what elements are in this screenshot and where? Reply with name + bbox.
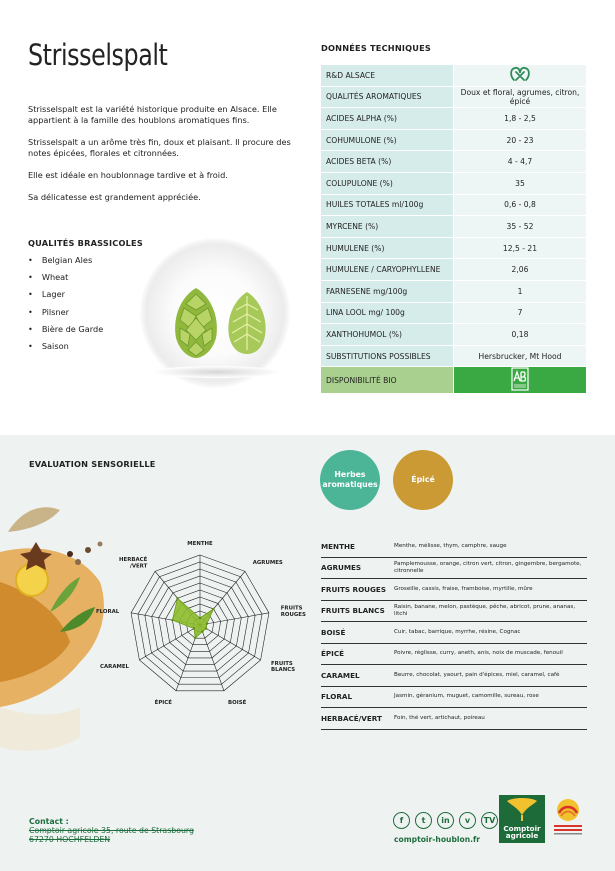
tech-key: SUBSTITUTIONS POSSIBLES xyxy=(321,345,454,367)
logo-line: agricole xyxy=(505,831,539,840)
tech-value: 4 - 4,7 xyxy=(454,151,587,173)
list-item: • Pilsner xyxy=(28,307,103,324)
table-row xyxy=(321,622,587,644)
radar-label: FRUITS ROUGES xyxy=(280,605,306,618)
radar-point xyxy=(171,619,173,621)
table-row xyxy=(321,194,586,216)
list-item: • Bière de Garde xyxy=(28,324,103,341)
table-row xyxy=(321,579,587,601)
ab-bio-logo-icon xyxy=(511,367,529,391)
tech-title: DONNÉES TECHNIQUES xyxy=(321,43,432,53)
facebook-icon[interactable]: f xyxy=(393,812,410,829)
tech-key: LINA LOOL mg/ 100g xyxy=(321,302,454,324)
sensory-key: HERBACÉ/VERT xyxy=(321,708,394,730)
tech-value: 20 - 23 xyxy=(454,129,587,151)
comptoir-agricole-logo xyxy=(499,795,545,843)
hop-leaf-icon xyxy=(499,795,545,823)
sensorielle-title: EVALUATION SENSORIELLE xyxy=(29,459,156,469)
sensory-value: Cuir, tabac, barrique, myrrhe, résine, Cognac xyxy=(394,622,587,644)
contact-block xyxy=(29,817,194,844)
social-links xyxy=(393,812,498,829)
radar-series-area xyxy=(172,598,213,638)
intro-paragraph: Elle est idéale en houblonnage tardive et à froid. xyxy=(28,170,228,180)
region-logo-icon xyxy=(551,797,585,843)
table-row xyxy=(321,708,587,730)
tech-key: COHUMULONE (%) xyxy=(321,129,454,151)
table-row xyxy=(321,324,586,346)
tech-key: QUALITÉS AROMATIQUES xyxy=(321,86,454,108)
qualites-title: QUALITÉS BRASSICOLES xyxy=(28,238,143,248)
badge-herbes: Herbes aromatiques xyxy=(320,450,380,510)
sensory-key: MENTHE xyxy=(321,536,394,557)
tech-key: FARNESENE mg/100g xyxy=(321,280,454,302)
contact-city: 67270 HOCHFELDEN xyxy=(29,835,111,844)
twitter-icon[interactable]: t xyxy=(415,812,432,829)
sensory-value: Menthe, mélisse, thym, camphre, sauge xyxy=(394,536,587,557)
sensory-value: Foin, thé vert, artichaut, poireau xyxy=(394,708,587,730)
linkedin-icon[interactable]: in xyxy=(437,812,454,829)
tech-value: 1 xyxy=(454,280,587,302)
top-section xyxy=(0,0,615,435)
radar-label: CARAMEL xyxy=(100,664,129,670)
sensory-key: FRUITS ROUGES xyxy=(321,579,394,601)
sensory-value: Groseille, cassis, fraise, framboise, myrtille, mûre xyxy=(394,579,587,601)
contact-address: Comptoir agricole 35, route de Strasbourg xyxy=(29,826,194,835)
tech-key: ACIDES ALPHA (%) xyxy=(321,108,454,130)
hop-cone-cut-icon xyxy=(224,290,270,356)
website-link[interactable]: comptoir-houblon.fr xyxy=(394,835,481,844)
intro-text xyxy=(28,104,298,214)
table-row xyxy=(321,86,586,108)
tech-value: 0,18 xyxy=(454,324,587,346)
list-item: • Lager xyxy=(28,289,103,306)
tech-key: XANTHOHUMOL (%) xyxy=(321,324,454,346)
table-row xyxy=(321,259,586,281)
sensory-value: Beurre, chocolat, yaourt, pain d'épices, miel, caramel, café xyxy=(394,665,587,687)
spices-illustration xyxy=(0,492,110,772)
tech-key: DISPONIBILITÉ BIO xyxy=(321,367,454,394)
radar-point xyxy=(193,627,195,629)
sensory-key: FRUITS BLANCS xyxy=(321,600,394,622)
table-row xyxy=(321,345,586,367)
badge-epice: Épicé xyxy=(393,450,453,510)
intro-paragraph: Strisselspalt est la variété historique produite en Alsace. Elle appartient à la famille des houblons aromatiques fins. xyxy=(28,104,277,125)
table-row xyxy=(321,216,586,238)
sensory-key: CARAMEL xyxy=(321,665,394,687)
tech-value: Hersbrucker, Mt Hood xyxy=(454,345,587,367)
radar-label: BOISÉ xyxy=(228,700,247,707)
tech-value xyxy=(454,65,587,86)
tech-key: ACIDES BETA (%) xyxy=(321,151,454,173)
table-row xyxy=(321,237,586,259)
radar-point xyxy=(212,608,214,610)
qualites-list xyxy=(28,255,103,358)
hop-shadow xyxy=(152,366,282,378)
hop-cone-icon xyxy=(170,286,222,360)
table-row xyxy=(321,536,587,557)
table-row xyxy=(321,172,586,194)
radar-label: MENTHE xyxy=(187,541,213,547)
radar-point xyxy=(194,637,196,639)
radar-label: FLORAL xyxy=(95,608,120,615)
radar-label: ÉPICÉ xyxy=(154,700,172,707)
tech-table xyxy=(321,65,586,394)
contact-label: Contact : xyxy=(29,817,69,826)
tech-value: 2,06 xyxy=(454,259,587,281)
list-item: • Wheat xyxy=(28,272,103,289)
tech-key: R&D ALSACE xyxy=(321,65,454,86)
sensory-value: Jasmin, géranium, muguet, camomille, sureau, rose xyxy=(394,686,587,708)
tech-value: 7 xyxy=(454,302,587,324)
youtube-icon[interactable]: TV xyxy=(481,812,498,829)
radar-chart xyxy=(95,533,310,713)
tech-value: 12,5 - 21 xyxy=(454,237,587,259)
table-row xyxy=(321,108,586,130)
list-item: • Saison xyxy=(28,341,103,358)
page-title: Strisselspalt xyxy=(28,38,168,72)
table-row xyxy=(321,643,587,665)
sensory-value: Pamplemousse, orange, citron vert, citron, gingembre, bergamote, citronnelle xyxy=(394,557,587,579)
table-row xyxy=(321,665,587,687)
tech-value: 35 xyxy=(454,172,587,194)
tech-key: MYRCENE (%) xyxy=(321,216,454,238)
radar-point xyxy=(206,623,208,625)
sensory-value: Poivre, réglisse, curry, aneth, anis, noix de muscade, fenouil xyxy=(394,643,587,665)
tech-value: Doux et floral, agrumes, citron, épicé xyxy=(454,86,587,108)
table-row xyxy=(321,280,586,302)
intro-paragraph: Strisselspalt a un arôme très fin, doux et plaisant. Il procure des notes épicées, florales et citronnées. xyxy=(28,137,291,158)
sensory-table xyxy=(321,536,587,730)
sensory-key: ÉPICÉ xyxy=(321,643,394,665)
sensory-key: BOISÉ xyxy=(321,622,394,644)
table-row xyxy=(321,600,587,622)
tech-key: HUMULENE / CARYOPHYLLENE xyxy=(321,259,454,281)
pretzel-logo-icon xyxy=(509,66,531,82)
table-row xyxy=(321,129,586,151)
table-row xyxy=(321,557,587,579)
tech-key: COLUPULONE (%) xyxy=(321,172,454,194)
tech-value xyxy=(454,367,587,394)
table-row xyxy=(321,302,586,324)
radar-point xyxy=(199,617,201,619)
tech-key: HUMULENE (%) xyxy=(321,237,454,259)
logo-line: Comptoir xyxy=(503,823,541,833)
tech-value: 0,6 - 0,8 xyxy=(454,194,587,216)
vimeo-icon[interactable]: v xyxy=(459,812,476,829)
table-row xyxy=(321,65,586,86)
table-row xyxy=(321,686,587,708)
radar-label: FRUITS BLANCS xyxy=(271,660,296,674)
tech-value: 1,8 - 2,5 xyxy=(454,108,587,130)
radar-axis xyxy=(139,625,200,660)
list-item: • Belgian Ales xyxy=(28,255,103,272)
table-row xyxy=(321,367,586,394)
tech-key: HUILES TOTALES ml/100g xyxy=(321,194,454,216)
radar-point xyxy=(205,627,207,629)
sensory-key: FLORAL xyxy=(321,686,394,708)
radar-label: HERBACÉ /VERT xyxy=(119,556,148,570)
radar-axis xyxy=(200,625,261,660)
sensory-value: Raisin, banane, melon, pastèque, pêche, abricot, prune, ananas, litchi xyxy=(394,600,587,622)
radar-label: AGRUMES xyxy=(252,560,283,567)
radar-point xyxy=(201,630,203,632)
intro-paragraph: Sa délicatesse est grandement appréciée. xyxy=(28,192,201,202)
tech-value: 35 - 52 xyxy=(454,216,587,238)
sensory-key: AGRUMES xyxy=(321,557,394,579)
table-row xyxy=(321,151,586,173)
radar-point xyxy=(176,597,178,599)
